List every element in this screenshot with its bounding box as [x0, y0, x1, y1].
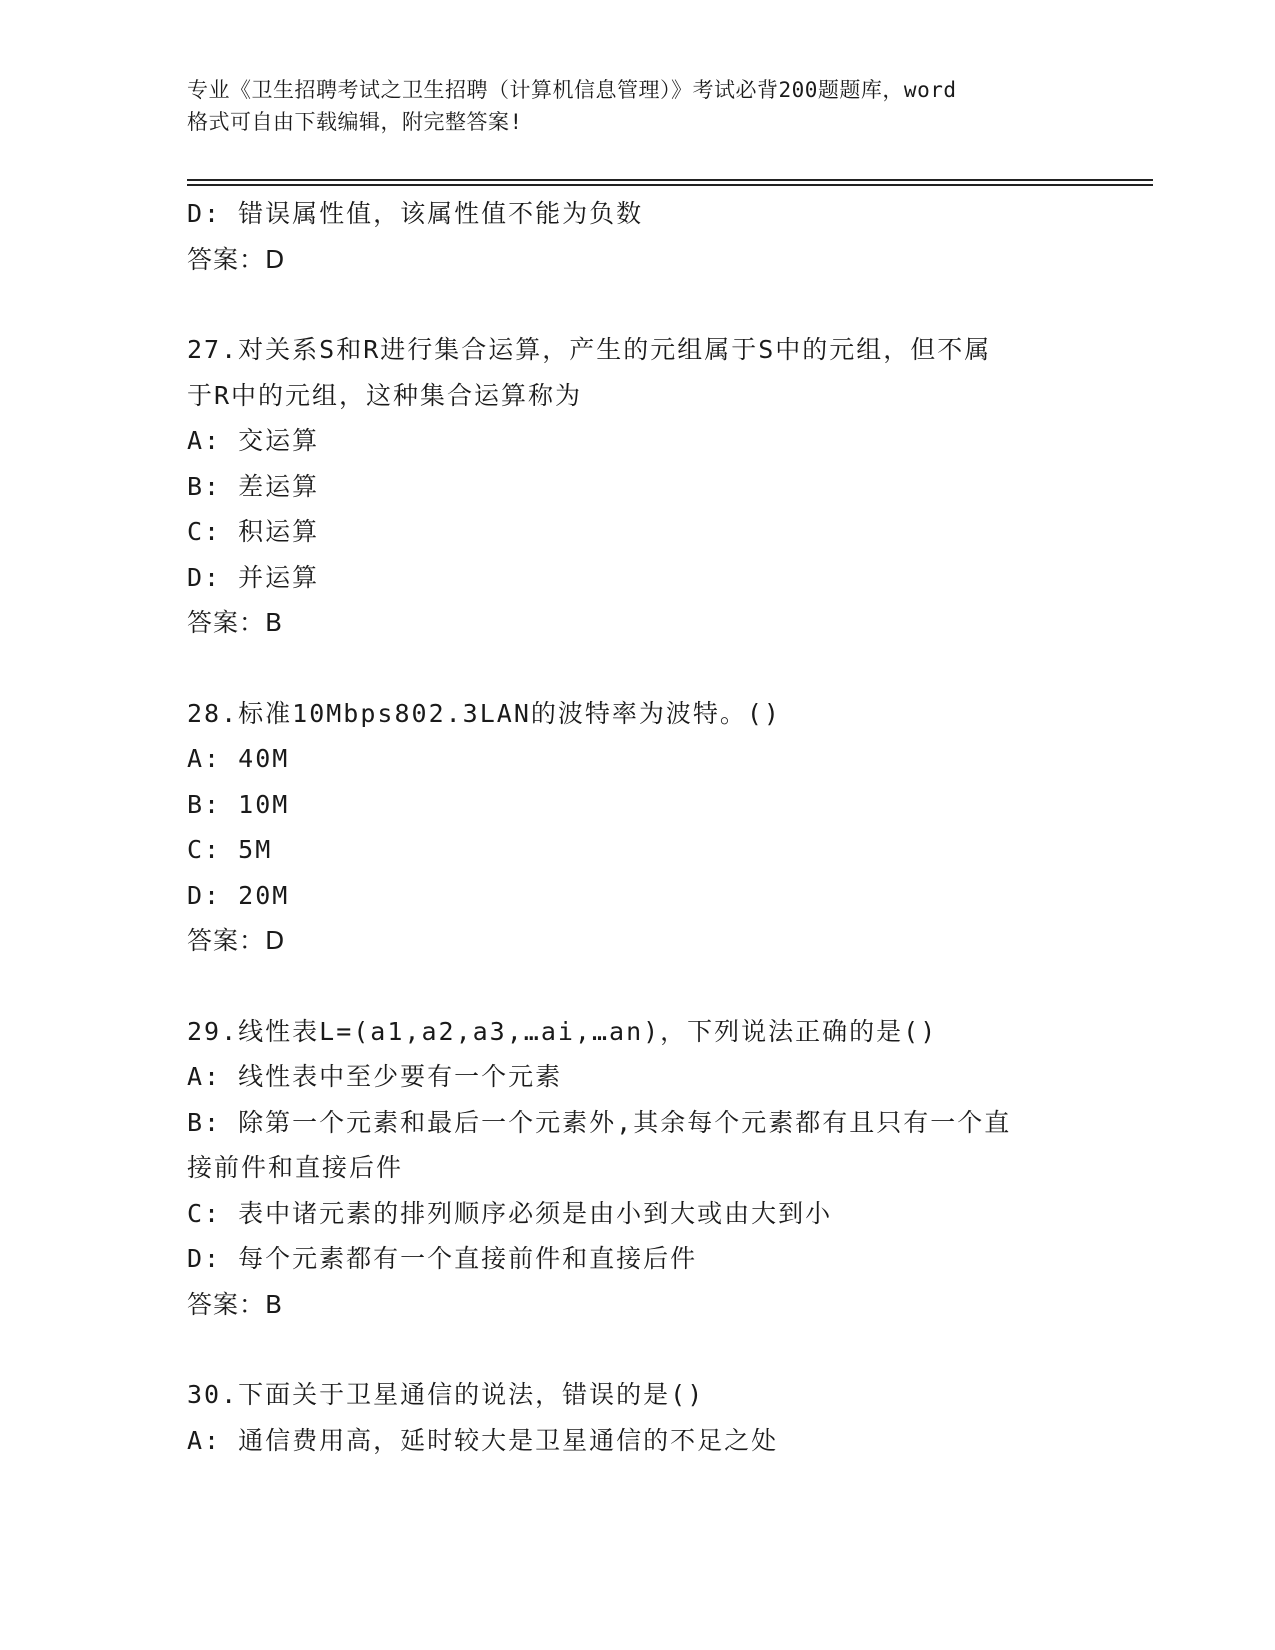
option-line: D: 错误属性值，该属性值不能为负数 — [187, 199, 644, 228]
option-line: C: 积运算 — [187, 517, 320, 546]
option-line: A: 通信费用高，延时较大是卫星通信的不足之处 — [187, 1425, 779, 1455]
option-line: B: 除第一个元素和最后一个元素外,其余每个元素都有且只有一个直 — [187, 1107, 1012, 1137]
block-spacer — [187, 282, 1087, 327]
answer-line: 答案：B — [187, 1289, 284, 1319]
option-line: A: 交运算 — [187, 426, 320, 455]
answer-line: 答案：B — [187, 608, 284, 637]
option-line: B: 10M — [187, 789, 290, 819]
block-spacer — [187, 1327, 1087, 1372]
header-line-2: 格式可自由下载编辑，附完整答案! — [187, 110, 523, 134]
option-line: D: 每个元素都有一个直接前件和直接后件 — [187, 1244, 698, 1273]
option-line: B: 差运算 — [187, 471, 320, 501]
option-line: A: 40M — [187, 744, 290, 773]
question-block — [187, 327, 1087, 646]
header-divider-bottom — [187, 184, 1153, 186]
document-header — [187, 74, 1087, 138]
question-text: 28.标准10Mbps802.3LAN的波特率为波特。() — [187, 698, 781, 728]
question-block — [187, 1372, 1087, 1463]
option-line: 接前件和直接后件 — [187, 1153, 404, 1182]
option-line: A: 线性表中至少要有一个元素 — [187, 1062, 563, 1091]
option-line: D: 20M — [187, 880, 290, 910]
answer-line: 答案：D — [187, 244, 286, 274]
question-block — [187, 691, 1087, 964]
question-list — [187, 191, 1087, 1463]
question-block — [187, 191, 1087, 282]
question-text: 27.对关系S和R进行集合运算，产生的元组属于S中的元组，但不属 — [187, 335, 992, 364]
option-line: C: 5M — [187, 835, 273, 864]
header-line-1: 专业《卫生招聘考试之卫生招聘（计算机信息管理）》考试必背200题题库，word — [187, 78, 957, 102]
answer-line: 答案：D — [187, 926, 286, 955]
block-spacer — [187, 646, 1087, 691]
question-text: 于R中的元组，这种集合运算称为 — [187, 380, 583, 410]
question-text: 30.下面关于卫星通信的说法，错误的是() — [187, 1380, 705, 1409]
question-text: 29.线性表L=(a1,a2,a3,…ai,…an)，下列说法正确的是() — [187, 1016, 938, 1046]
header-divider-top — [187, 179, 1153, 181]
block-spacer — [187, 964, 1087, 1009]
question-block — [187, 1009, 1087, 1328]
option-line: D: 并运算 — [187, 562, 320, 592]
option-line: C: 表中诸元素的排列顺序必须是由小到大或由大到小 — [187, 1198, 833, 1228]
